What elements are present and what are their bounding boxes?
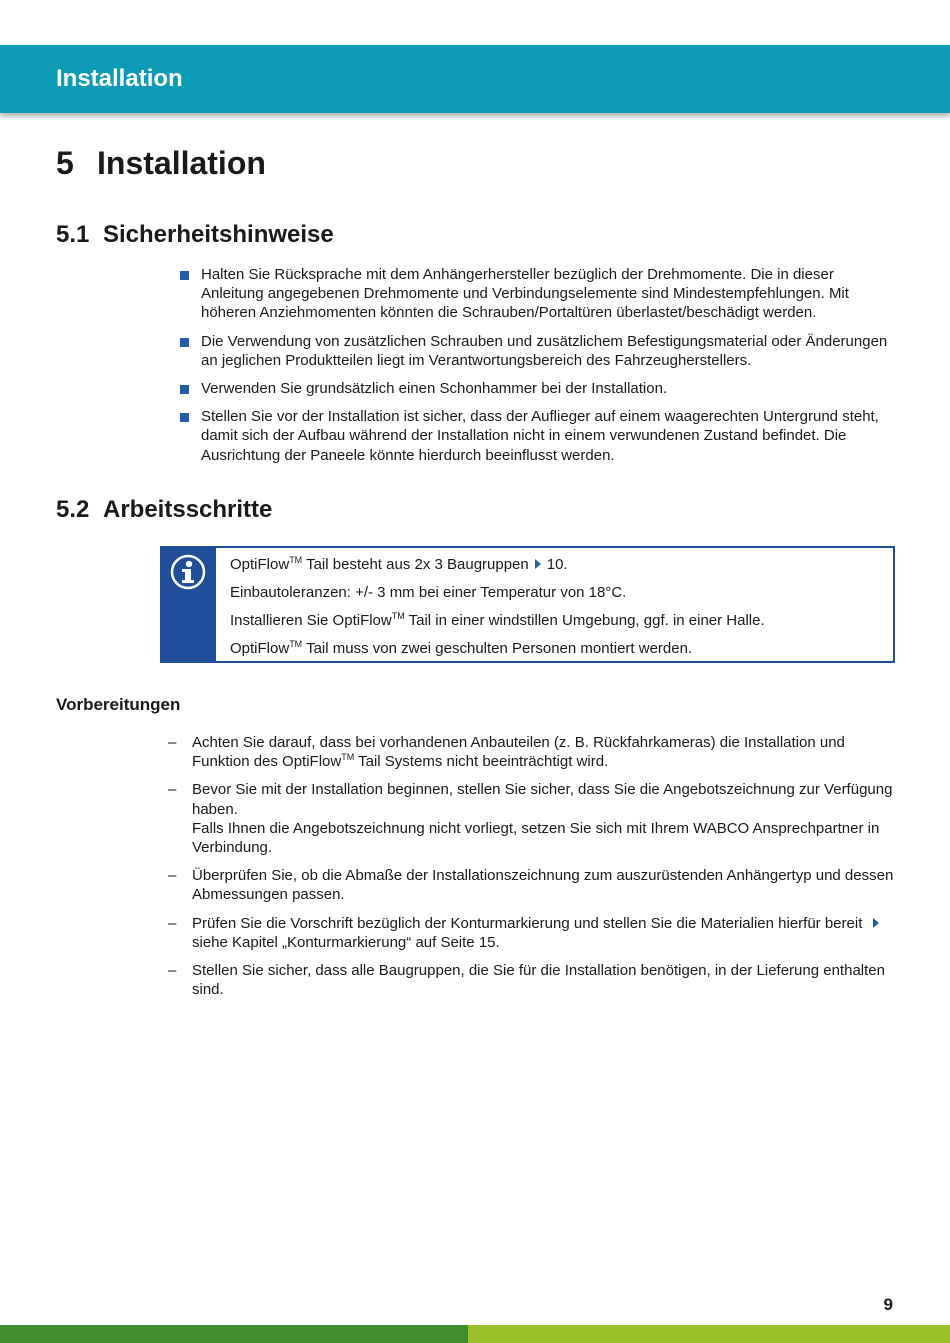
list-item: – Stellen Sie sicher, dass alle Baugruppen, die Sie für die Installation benötigen, in der Lieferung enthalten sind. [168,962,885,999]
info-line: Installieren Sie OptiFlow™ Tail in einer windstillen Umgebung, ggf. in einer Halle. [230,611,765,629]
square-bullet-icon [180,338,189,347]
info-box [160,546,895,663]
chapter-reference[interactable]: siehe Kapitel „Konturmarkierung“ auf Seite 15. [192,933,500,951]
footer-bar-left [0,1325,468,1343]
section-title: Arbeitsschritte [103,496,273,523]
list-item: Die Verwendung von zusätzlichen Schrauben und zusätzlichem Befestigungsmaterial oder Änderungen an jeglichen Produktteilen liegt im Verantwortungsbereich des Fahrzeugherstellers. [180,332,895,370]
list-item: – Achten Sie darauf, dass bei vorhandenen Anbauteilen (z. B. Rückfahrkameras) die Installation und Funktion des OptiFlow™ Tail Systems nicht beeinträchtigt wird. [168,734,845,771]
dash-bullet: – [168,962,177,980]
dash-bullet: – [168,867,177,885]
info-icon-column [162,548,216,661]
section-number: 5.1 [56,221,90,248]
list-item: – Prüfen Sie die Vorschrift bezüglich der Konturmarkierung und stellen Sie die Materialien hierfür bereit siehe Kapitel „Konturmarkierung“ auf Seite 15. [168,914,896,952]
chapter-heading [56,145,266,182]
page-number: 9 [883,1295,893,1314]
safety-list [180,265,895,474]
preparations-list [168,733,896,1008]
header-title: Installation [56,65,183,92]
section-title: Sicherheitshinweise [103,221,334,248]
list-item: – Überprüfen Sie, ob die Abmaße der Installationszeichnung zum auszurüstenden Anhängertyp und dessen Abmessungen passen. [168,867,894,904]
info-line: OptiFlow™ Tail besteht aus 2x 3 Baugruppen 10. [230,555,568,573]
dash-bullet: – [168,734,177,751]
dash-bullet: – [168,914,177,932]
list-item: Stellen Sie vor der Installation ist sicher, dass der Auflieger auf einem waagerechten Untergrund steht, damit sich der Aufbau während der Installation nicht in einem verwundenen Zustand befindet. Die Ausrichtung der Paneele könnte hierdurch beeinflusst werden. [180,407,895,465]
list-item: Verwenden Sie grundsätzlich einen Schonhammer bei der Installation. [180,379,895,398]
header-bar [0,45,950,113]
section-heading-steps [56,496,272,524]
chapter-title: Installation [97,145,266,181]
reference-arrow-icon [535,559,541,569]
footer-bar-right [468,1325,950,1343]
section-heading-safety [56,221,334,249]
preparations-heading: Vorbereitungen [56,695,181,714]
square-bullet-icon [180,271,189,280]
square-bullet-icon [180,413,189,422]
chapter-number: 5 [56,145,74,181]
info-line: Einbautoleranzen: +/- 3 mm bei einer Temperatur von 18°C. [230,584,627,601]
section-number: 5.2 [56,496,90,523]
list-item: Halten Sie Rücksprache mit dem Anhängerhersteller bezüglich der Drehmomente. Die in dieser Anleitung angegebenen Drehmomente und Verbindungselemente sind Mindestempfehlungen. Mit höheren Anziehmomenten könnten die Schrauben/Portaltüren überlastet/beschädigt werden. [180,265,895,323]
dash-bullet: – [168,781,177,799]
reference-arrow-icon [873,918,879,928]
info-lines [230,555,885,667]
square-bullet-icon [180,385,189,394]
list-item: – Bevor Sie mit der Installation beginnen, stellen Sie sicher, dass Sie die Angebotszeichnung zur Verfügung haben. Falls Ihnen die Angebotszeichnung nicht vorliegt, setzen Sie sich mit Ihrem WABCO Ansprechpartner in Verbindung. [168,781,893,857]
info-line: OptiFlow™ Tail muss von zwei geschulten Personen montiert werden. [230,639,693,657]
page-reference[interactable]: 10. [546,556,568,573]
info-icon [170,554,206,590]
